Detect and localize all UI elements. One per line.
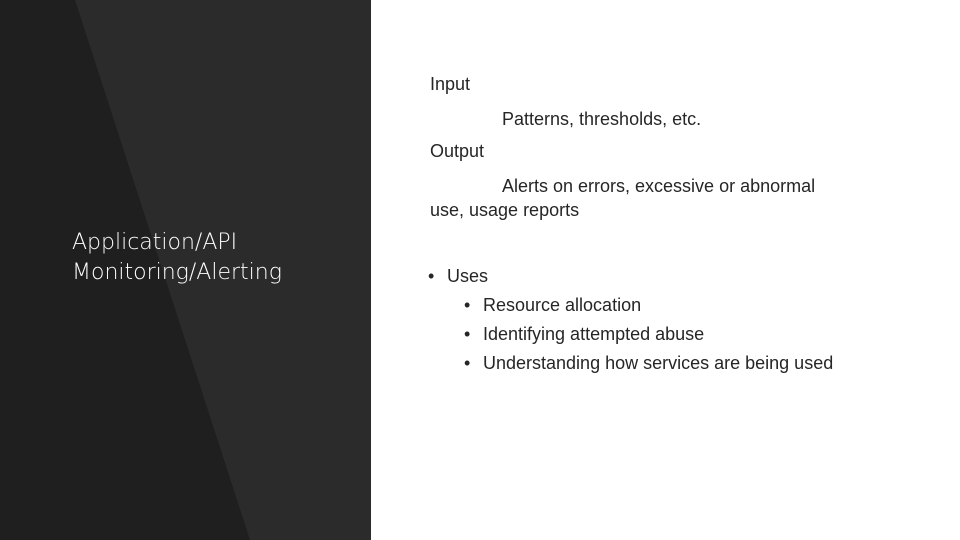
input-detail: Patterns, thresholds, etc. <box>502 109 702 129</box>
uses-item-3: Understanding how services are being used <box>483 353 834 373</box>
list-item <box>464 293 641 317</box>
uses-item-2: Identifying attempted abuse <box>483 324 705 344</box>
input-label: Input <box>430 74 471 94</box>
bullet-icon: • <box>464 324 471 344</box>
list-item <box>464 322 704 346</box>
uses-label: Uses <box>447 266 489 286</box>
bullet-icon: • <box>464 295 471 315</box>
list-item <box>464 351 833 375</box>
bullet-icon: • <box>428 266 435 286</box>
output-label: Output <box>430 141 485 161</box>
slide-title-line-2: Monitoring/Alerting <box>72 260 282 285</box>
uses-item-1: Resource allocation <box>483 295 642 315</box>
slide-title-line-1: Application/API <box>72 230 238 255</box>
bullet-icon: • <box>464 353 471 373</box>
uses-bullet <box>428 264 488 288</box>
output-detail-line-1: Alerts on errors, excessive or abnormal <box>502 176 816 196</box>
output-detail-line-2: use, usage reports <box>430 200 580 220</box>
